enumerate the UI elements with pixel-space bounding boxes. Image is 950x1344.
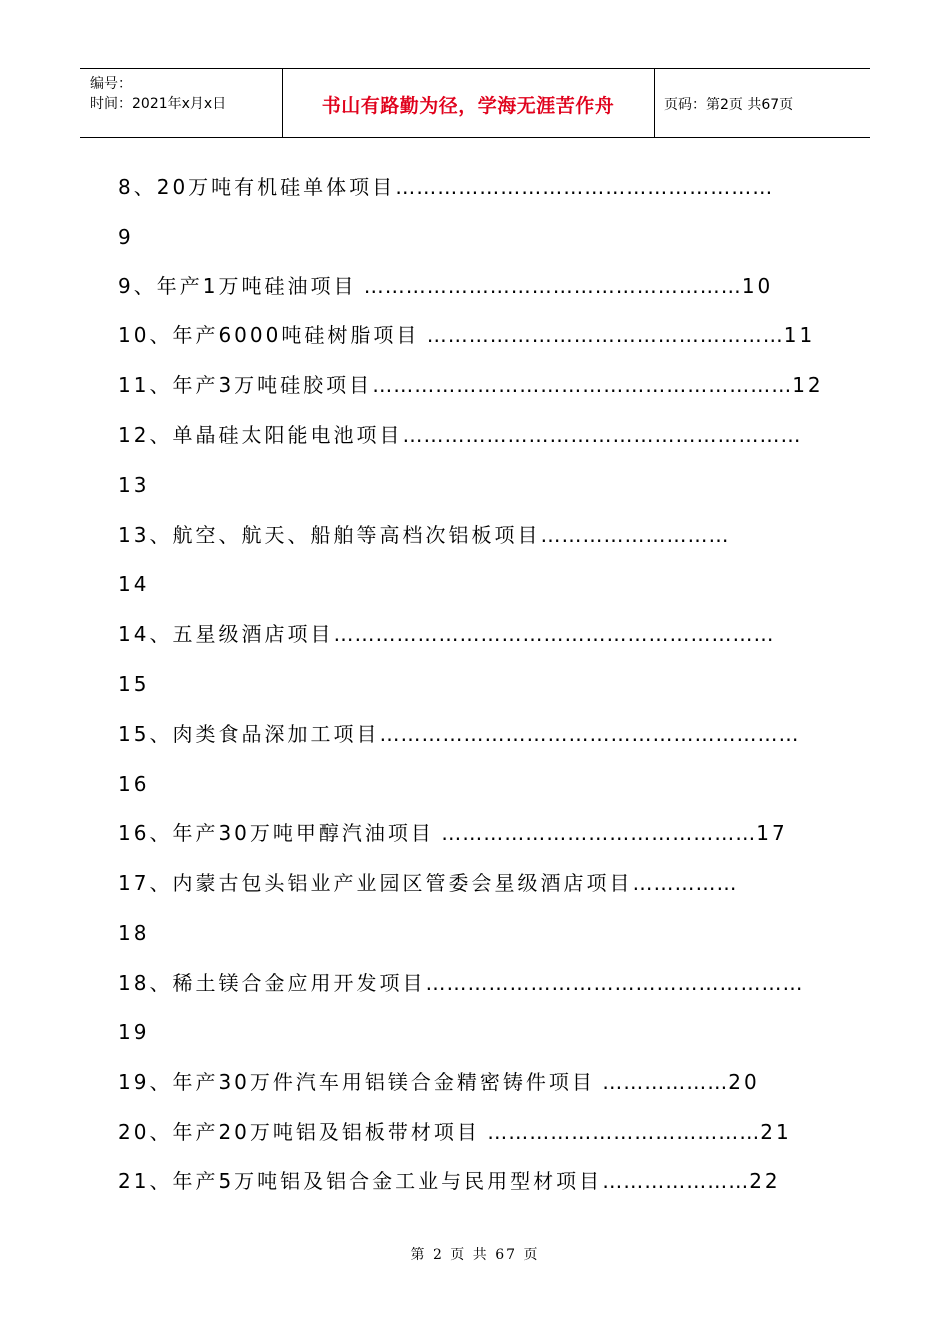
toc-entry: 8、20万吨有机硅单体项目………………………………………………: [118, 175, 774, 199]
toc-entry: 21、年产5万吨铝及铝合金工业与民用型材项目…………………22: [118, 1169, 781, 1193]
header-page-cell: [654, 69, 870, 137]
page-info: 页码：第2页 共67页: [664, 97, 794, 113]
toc-entry: 12、单晶硅太阳能电池项目…………………………………………………: [118, 423, 802, 447]
toc-entry: 11、年产3万吨硅胶项目……………………………………………………12: [118, 373, 824, 397]
toc-entry: 14: [118, 572, 150, 596]
toc-entry: 18、稀土镁合金应用开发项目………………………………………………: [118, 971, 804, 995]
number-label: 编号：: [90, 76, 132, 92]
toc-entry: 15: [118, 672, 150, 696]
page-header: [80, 68, 870, 138]
time-label: 时间：2021年x月x日: [90, 96, 227, 112]
motto: 书山有路勤为径，学海无涯苦作舟: [321, 95, 615, 117]
toc-entry: 14、五星级酒店项目………………………………………………………: [118, 622, 775, 646]
toc-entry: 19、年产30万件汽车用铝镁合金精密铸件项目 ………………20: [118, 1070, 760, 1094]
toc-entry: 17、内蒙古包头铝业产业园区管委会星级酒店项目……………: [118, 871, 738, 895]
toc-entry: 9: [118, 225, 134, 249]
toc-entry: 13: [118, 473, 150, 497]
toc-entry: 10、年产6000吨硅树脂项目 ……………………………………………11: [118, 323, 816, 347]
toc-entry: 15、肉类食品深加工项目……………………………………………………: [118, 722, 800, 746]
toc-entry: 16: [118, 772, 150, 796]
header-motto-cell: [282, 69, 655, 137]
toc-entry: 19: [118, 1020, 150, 1044]
toc-entry: 16、年产30万吨甲醇汽油项目 ………………………………………17: [118, 821, 788, 845]
toc-entry: 9、年产1万吨硅油项目 ………………………………………………10: [118, 274, 774, 298]
header-info-cell: [80, 69, 283, 137]
toc-entry: 13、航空、航天、船舶等高档次铝板项目………………………: [118, 523, 730, 547]
toc-entry: 20、年产20万吨铝及铝板带材项目 …………………………………21: [118, 1120, 792, 1144]
page-footer: 第 2 页 共 67 页: [410, 1247, 540, 1263]
toc-entry: 18: [118, 921, 150, 945]
